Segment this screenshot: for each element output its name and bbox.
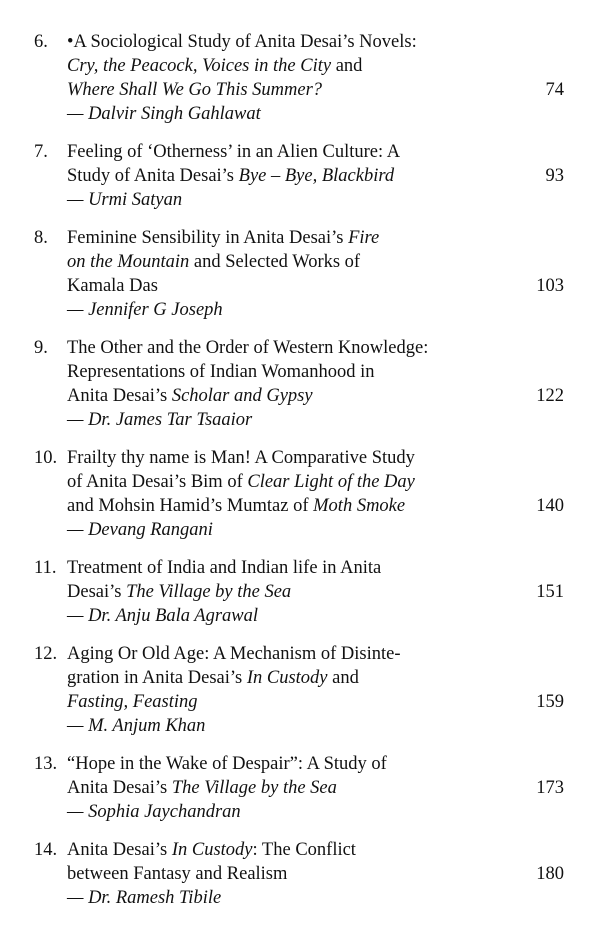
author-name: — Devang Rangani bbox=[67, 520, 213, 540]
title-line bbox=[34, 666, 564, 690]
entry-number: 11. bbox=[34, 558, 57, 578]
title-text: between Fantasy and Realism bbox=[67, 864, 288, 884]
title-line bbox=[34, 384, 564, 408]
title-text: Treatment of India and Indian life in Anita bbox=[67, 558, 382, 578]
title-text: and Selected Works of bbox=[189, 252, 361, 272]
page-number: 173 bbox=[536, 778, 564, 798]
italic-title-text: Fire bbox=[348, 228, 380, 248]
title-line bbox=[34, 336, 564, 360]
title-text: Feeling of ‘Otherness’ in an Alien Culture: A bbox=[67, 142, 401, 162]
page-number: 103 bbox=[536, 276, 564, 296]
toc-entry bbox=[34, 30, 564, 126]
title-text: Study of Anita Desai’s bbox=[67, 166, 239, 186]
title-text: and Mohsin Hamid’s Mumtaz of bbox=[67, 496, 314, 516]
title-text: The Other and the Order of Western Knowledge: bbox=[67, 338, 429, 358]
italic-title-text: Where Shall We Go This Summer? bbox=[67, 80, 323, 100]
page-number: 180 bbox=[536, 864, 564, 884]
title-text: Representations of Indian Womanhood in bbox=[67, 362, 375, 382]
toc-entry bbox=[34, 642, 564, 738]
entry-number: 6. bbox=[34, 32, 48, 52]
title-line bbox=[34, 30, 564, 54]
title-text: •A Sociological Study of Anita Desai’s Novels: bbox=[67, 32, 417, 52]
italic-title-text: In Custody bbox=[246, 668, 328, 688]
author-name: — Dr. Ramesh Tibile bbox=[67, 888, 222, 908]
author-name: — Sophia Jaychandran bbox=[67, 802, 241, 822]
italic-title-text: Scholar and Gypsy bbox=[171, 386, 313, 406]
italic-title-text: on the Mountain bbox=[67, 252, 190, 272]
title-line bbox=[34, 776, 564, 800]
page-number: 151 bbox=[536, 582, 564, 602]
author-name: — Dr. Anju Bala Agrawal bbox=[67, 606, 259, 626]
page-number: 140 bbox=[536, 496, 564, 516]
title-text: and bbox=[327, 668, 359, 688]
title-line bbox=[34, 78, 564, 102]
toc-entry bbox=[34, 336, 564, 432]
author-name: — Urmi Satyan bbox=[67, 190, 183, 210]
title-line bbox=[34, 140, 564, 164]
title-text: Kamala Das bbox=[67, 276, 158, 296]
title-line bbox=[34, 360, 564, 384]
author-line bbox=[34, 800, 564, 824]
title-text: “Hope in the Wake of Despair”: A Study of bbox=[67, 754, 387, 774]
title-text: gration in Anita Desai’s bbox=[67, 668, 247, 688]
italic-title-text: In Custody bbox=[171, 840, 253, 860]
title-line bbox=[34, 838, 564, 862]
italic-title-text: The Village by the Sea bbox=[126, 582, 292, 602]
italic-title-text: Clear Light of the Day bbox=[247, 472, 415, 492]
page-number: 159 bbox=[536, 692, 564, 712]
title-line bbox=[34, 274, 564, 298]
title-line bbox=[34, 446, 564, 470]
title-line bbox=[34, 556, 564, 580]
entry-number: 9. bbox=[34, 338, 48, 358]
title-text: Frailty thy name is Man! A Comparative Study bbox=[67, 448, 415, 468]
toc-entry bbox=[34, 752, 564, 824]
author-line bbox=[34, 604, 564, 628]
author-line bbox=[34, 886, 564, 910]
title-text: Feminine Sensibility in Anita Desai’s bbox=[67, 228, 349, 248]
italic-title-text: Bye – Bye, Blackbird bbox=[238, 166, 395, 186]
title-line bbox=[34, 494, 564, 518]
title-text: Desai’s bbox=[67, 582, 127, 602]
page-number: 122 bbox=[536, 386, 564, 406]
title-text: : The Conflict bbox=[252, 840, 356, 860]
author-name: — Dalvir Singh Gahlawat bbox=[67, 104, 261, 124]
entry-number: 7. bbox=[34, 142, 48, 162]
author-name: — Jennifer G Joseph bbox=[67, 300, 223, 320]
author-line bbox=[34, 188, 564, 212]
toc-entry bbox=[34, 556, 564, 628]
title-line bbox=[34, 642, 564, 666]
toc-entry bbox=[34, 140, 564, 212]
author-line bbox=[34, 714, 564, 738]
title-line bbox=[34, 250, 564, 274]
title-line bbox=[34, 164, 564, 188]
italic-title-text: Cry, the Peacock, Voices in the City bbox=[67, 56, 332, 76]
title-line bbox=[34, 580, 564, 604]
author-name: — M. Anjum Khan bbox=[67, 716, 206, 736]
title-text: Anita Desai’s bbox=[67, 840, 172, 860]
table-of-contents bbox=[34, 30, 564, 924]
entry-number: 8. bbox=[34, 228, 48, 248]
title-text: Anita Desai’s bbox=[67, 778, 172, 798]
toc-entry bbox=[34, 446, 564, 542]
title-line bbox=[34, 862, 564, 886]
entry-number: 10. bbox=[34, 448, 58, 468]
title-text: of Anita Desai’s Bim of bbox=[67, 472, 248, 492]
italic-title-text: Moth Smoke bbox=[313, 496, 406, 516]
author-line bbox=[34, 102, 564, 126]
title-text: Aging Or Old Age: A Mechanism of Disinte- bbox=[67, 644, 401, 664]
title-line bbox=[34, 690, 564, 714]
author-line bbox=[34, 408, 564, 432]
title-line bbox=[34, 54, 564, 78]
author-name: — Dr. James Tar Tsaaior bbox=[67, 410, 253, 430]
page-number: 93 bbox=[545, 166, 564, 186]
title-line bbox=[34, 226, 564, 250]
italic-title-text: Fasting, Feasting bbox=[67, 692, 198, 712]
author-line bbox=[34, 518, 564, 542]
toc-entry bbox=[34, 226, 564, 322]
entry-number: 12. bbox=[34, 644, 58, 664]
entry-number: 14. bbox=[34, 840, 58, 860]
title-line bbox=[34, 752, 564, 776]
entry-number: 13. bbox=[34, 754, 58, 774]
page-number: 74 bbox=[545, 80, 564, 100]
author-line bbox=[34, 298, 564, 322]
title-line bbox=[34, 470, 564, 494]
italic-title-text: The Village by the Sea bbox=[171, 778, 337, 798]
title-text: Anita Desai’s bbox=[67, 386, 172, 406]
title-text: and bbox=[331, 56, 363, 76]
toc-entry bbox=[34, 838, 564, 910]
